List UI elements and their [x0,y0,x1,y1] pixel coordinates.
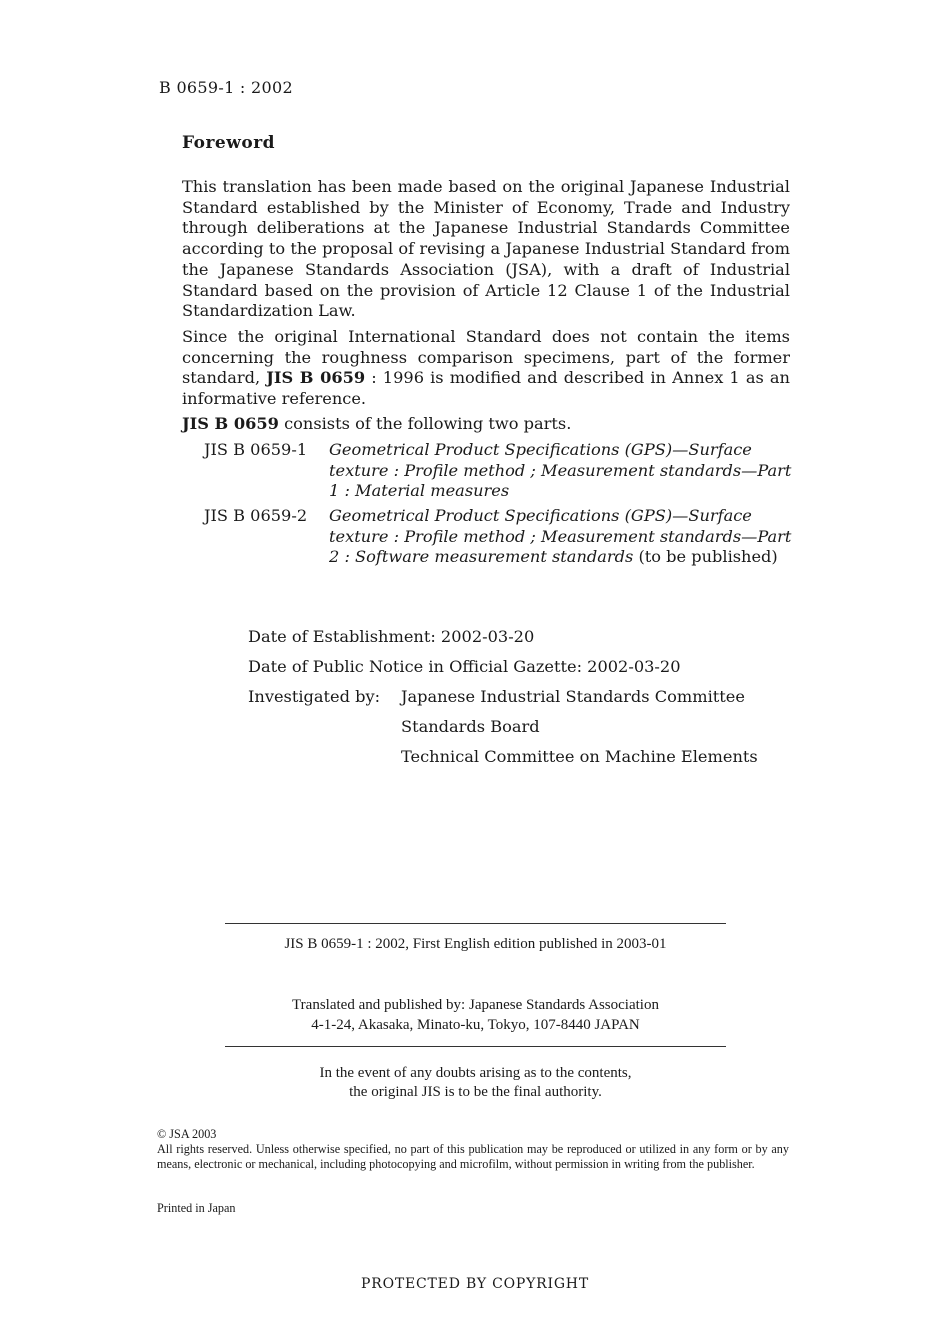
publisher-block [225,995,726,1035]
protected-footer: PROTECTED BY COPYRIGHT [361,1276,589,1292]
foreword-paragraph-2 [182,327,790,410]
investigated-bodies [401,682,758,772]
standard-code-header: B 0659-1 : 2002 [159,78,293,97]
divider-rule [225,923,726,924]
investigated-body: Japanese Industrial Standards Committee [401,687,745,706]
copyright-block [157,1127,789,1172]
part-code: JIS B 0659-2 [204,506,308,525]
part-title [329,506,794,568]
foreword-paragraph-1: This translation has been made based on the original Japanese Industrial Standard established by the Minister of Economy, Trade and Industry through deliberations at the Japanese Industrial Standards Committee according to the proposal of revising a Japanese Industrial Standard from the Japanese Standards Association (JSA), with a draft of Industrial Standard based on the provision of Article 12 Clause 1 of the Industrial Standardization Law. [182,177,790,321]
foreword-paragraph-3 [182,414,790,435]
investigated-body: Technical Committee on Machine Elements [401,747,758,766]
part-title-text: Geometrical Product Specifications (GPS)—Surface texture : Profile method ; Measurement standards—Part 1 : Material measures [329,440,792,501]
investigated-body: Standards Board [401,717,540,736]
standard-reference: JIS B 0659 [266,368,366,388]
authority-line: In the event of any doubts arising as to the contents, [319,1065,632,1081]
foreword-heading: Foreword [182,133,276,153]
part-list-item [204,440,794,502]
authority-notice [225,1064,726,1102]
authority-line: the original JIS is to be the final authority. [349,1084,602,1100]
rights-statement: All rights reserved. Unless otherwise specified, no part of this publication may be reproduced or utilized in any form or by any means, electronic or mechanical, including photocopying and microfilm, without permission in writing from the publisher. [157,1142,789,1171]
edition-notice: JIS B 0659-1 : 2002, First English edition published in 2003-01 [284,936,667,952]
dates-block [248,622,758,772]
date-of-public-notice: Date of Public Notice in Official Gazette: 2002-03-20 [248,657,681,676]
copyright-line: © JSA 2003 [157,1127,217,1141]
printed-in: Printed in Japan [157,1201,236,1215]
part-code: JIS B 0659-1 [204,440,308,459]
paragraph-text: : 1996 is modified and described in Annex 1 as an informative reference. [182,368,790,409]
paragraph-text: consists of the following two parts. [278,414,572,433]
publisher-line: Translated and published by: Japanese Standards Association [292,997,659,1013]
publisher-address: 4-1-24, Akasaka, Minato-ku, Tokyo, 107-8440 JAPAN [311,1017,640,1033]
divider-rule [225,1046,726,1047]
paragraph-text: Since the original International Standard does not contain the items concerning the roughness comparison specimens, part of the former standard, [182,327,790,388]
standard-reference: JIS B 0659 [182,414,279,433]
investigated-label: Investigated by: [248,687,381,706]
part-title [329,440,794,502]
investigated-by-row [248,682,758,772]
date-of-establishment: Date of Establishment: 2002-03-20 [248,627,535,646]
part-note: (to be published) [633,547,778,567]
part-list-item [204,506,794,568]
part-title-text: Geometrical Product Specifications (GPS)—Surface texture : Profile method ; Measurement standards—Part 2 : Software measurement standards [329,506,792,567]
